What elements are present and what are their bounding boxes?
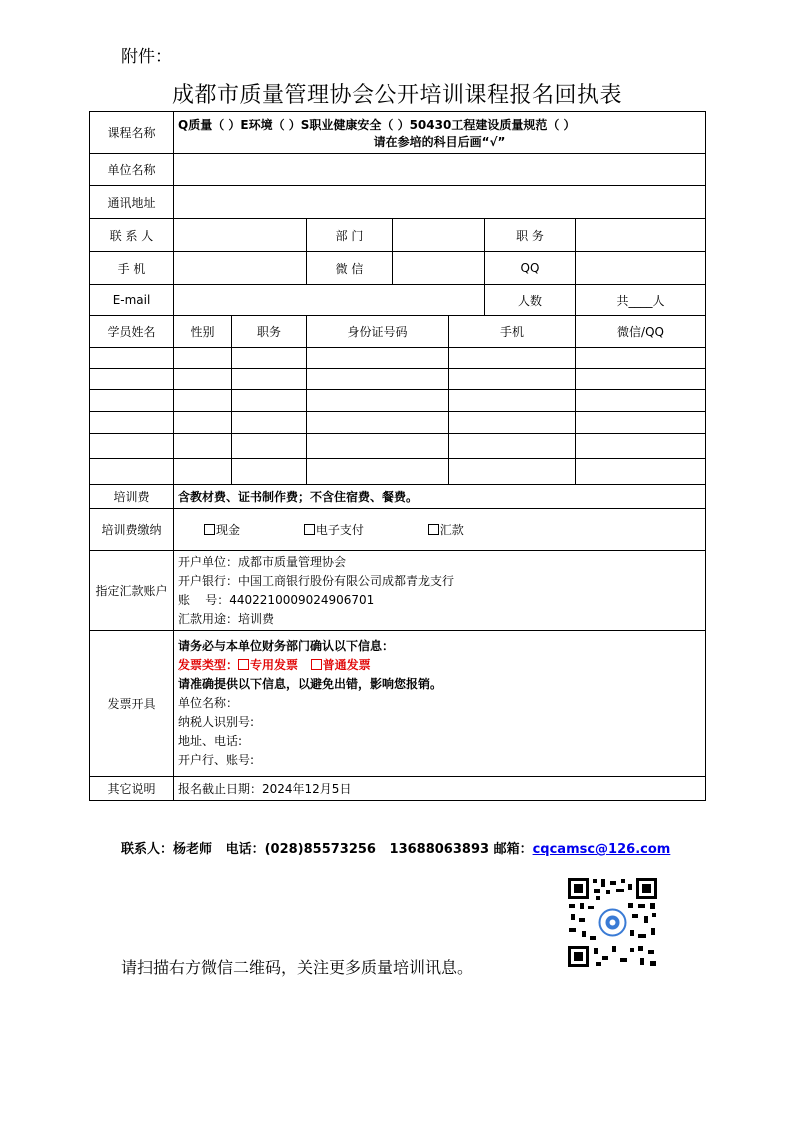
email-link[interactable]: cqcamsc@126.com	[532, 842, 671, 857]
payment-option-label: 汇款	[439, 523, 464, 537]
student-mobile-cell[interactable]	[449, 434, 576, 459]
student-gender-cell[interactable]	[174, 390, 232, 412]
dept-label: 部 门	[307, 219, 393, 252]
student-gender-cell[interactable]	[174, 412, 232, 434]
student-mobile-cell[interactable]	[449, 369, 576, 390]
checkbox-icon[interactable]	[204, 524, 215, 535]
contact-label: 联 系 人	[90, 219, 174, 252]
invoice-type-label: 发票类型：	[178, 658, 239, 672]
invoice-field-unit[interactable]: 单位名称：	[178, 696, 239, 710]
payment-options	[174, 509, 706, 551]
email-field[interactable]	[174, 285, 485, 316]
course-options: Q质量（ ）E环境（ ）S职业健康安全（ ）50430工程建设质量规范（ ）	[178, 117, 576, 132]
course-hint: 请在参培的科目后画“√”	[373, 134, 506, 149]
address-field[interactable]	[174, 186, 706, 219]
student-wechat-cell[interactable]	[576, 390, 706, 412]
student-gender-cell[interactable]	[174, 434, 232, 459]
account-info	[174, 551, 706, 631]
checkbox-icon[interactable]	[311, 659, 322, 670]
student-col-gender: 性别	[174, 316, 232, 348]
checkbox-icon[interactable]	[428, 524, 439, 535]
registration-form	[89, 111, 706, 801]
table-row	[90, 459, 706, 485]
student-col-mobile: 手机	[449, 316, 576, 348]
student-wechat-cell[interactable]	[576, 369, 706, 390]
unit-label: 单位名称	[90, 154, 174, 186]
student-gender-cell[interactable]	[174, 369, 232, 390]
count-label: 人数	[485, 285, 576, 316]
student-id-cell[interactable]	[307, 412, 449, 434]
student-mobile-cell[interactable]	[449, 459, 576, 485]
student-id-cell[interactable]	[307, 434, 449, 459]
student-name-cell[interactable]	[90, 369, 174, 390]
payment-option-label: 现金	[216, 523, 241, 537]
table-row	[90, 434, 706, 459]
fee-label: 培训费	[90, 485, 174, 509]
address-label: 通讯地址	[90, 186, 174, 219]
student-col-position: 职务	[232, 316, 307, 348]
wechat-qr-code	[566, 876, 659, 969]
table-row	[90, 390, 706, 412]
student-id-cell[interactable]	[307, 348, 449, 369]
student-name-cell[interactable]	[90, 412, 174, 434]
checkbox-icon[interactable]	[304, 524, 315, 535]
count-field[interactable]: 共____人	[576, 285, 706, 316]
position-field[interactable]	[576, 219, 706, 252]
contact-field[interactable]	[174, 219, 307, 252]
invoice-field-taxid[interactable]: 纳税人识别号:	[178, 715, 255, 729]
invoice-type-special: 专用发票	[250, 658, 299, 672]
page-title: 成都市质量管理协会公开培训课程报名回执表	[171, 83, 622, 108]
invoice-type-normal: 普通发票	[322, 658, 371, 672]
student-col-name: 学员姓名	[90, 316, 174, 348]
account-holder: 开户单位：成都市质量管理协会	[178, 554, 347, 569]
course-cell[interactable]	[174, 112, 706, 154]
contact-line	[121, 838, 670, 857]
student-name-cell[interactable]	[90, 348, 174, 369]
dept-field[interactable]	[393, 219, 485, 252]
student-wechat-cell[interactable]	[576, 434, 706, 459]
student-id-cell[interactable]	[307, 369, 449, 390]
other-label: 其它说明	[90, 777, 174, 801]
invoice-info	[174, 631, 706, 777]
student-position-cell[interactable]	[232, 434, 307, 459]
student-position-cell[interactable]	[232, 348, 307, 369]
mobile-field[interactable]	[174, 252, 307, 285]
account-bank: 开户银行：中国工商银行股份有限公司成都青龙支行	[178, 573, 455, 588]
table-row	[90, 348, 706, 369]
account-label: 指定汇款账户	[90, 551, 174, 631]
student-name-cell[interactable]	[90, 434, 174, 459]
invoice-field-bank[interactable]: 开户行、账号:	[178, 753, 255, 767]
student-wechat-cell[interactable]	[576, 459, 706, 485]
student-gender-cell[interactable]	[174, 348, 232, 369]
unit-field[interactable]	[174, 154, 706, 186]
student-mobile-cell[interactable]	[449, 412, 576, 434]
qq-field[interactable]	[576, 252, 706, 285]
invoice-label: 发票开具	[90, 631, 174, 777]
contact-text: 联系人：杨老师 电话：(028)85573256 13688063893 邮箱：	[121, 842, 533, 857]
student-name-cell[interactable]	[90, 390, 174, 412]
payment-option-label: 电子支付	[315, 523, 364, 537]
student-name-cell[interactable]	[90, 459, 174, 485]
checkbox-icon[interactable]	[238, 659, 249, 670]
student-position-cell[interactable]	[232, 390, 307, 412]
invoice-type	[178, 656, 701, 675]
mobile-label: 手 机	[90, 252, 174, 285]
invoice-notice: 请务必与本单位财务部门确认以下信息：	[178, 639, 395, 653]
scan-hint: 请扫描右方微信二维码，关注更多质量培训讯息。	[121, 958, 474, 977]
fee-value: 含教材费、证书制作费；不含住宿费、餐费。	[174, 485, 706, 509]
student-col-id: 身份证号码	[307, 316, 449, 348]
student-wechat-cell[interactable]	[576, 412, 706, 434]
student-mobile-cell[interactable]	[449, 348, 576, 369]
student-position-cell[interactable]	[232, 369, 307, 390]
course-label: 课程名称	[90, 112, 174, 154]
student-wechat-cell[interactable]	[576, 348, 706, 369]
account-purpose: 汇款用途：培训费	[178, 611, 275, 626]
payment-label: 培训费缴纳	[90, 509, 174, 551]
invoice-accuracy-note: 请准确提供以下信息，以避免出错，影响您报销。	[178, 677, 443, 691]
position-label: 职 务	[485, 219, 576, 252]
other-value: 报名截止日期：2024年12月5日	[174, 777, 706, 801]
student-col-wechat: 微信/QQ	[576, 316, 706, 348]
student-position-cell[interactable]	[232, 459, 307, 485]
student-id-cell[interactable]	[307, 459, 449, 485]
payment-option-transfer[interactable]	[428, 521, 464, 538]
student-gender-cell[interactable]	[174, 459, 232, 485]
student-position-cell[interactable]	[232, 412, 307, 434]
table-row	[90, 412, 706, 434]
wechat-field[interactable]	[393, 252, 485, 285]
attachment-label: 附件：	[121, 47, 172, 67]
payment-option-cash[interactable]	[204, 521, 240, 538]
student-mobile-cell[interactable]	[449, 390, 576, 412]
account-number: 账 号：4402210009024906701	[178, 592, 375, 607]
table-row	[90, 369, 706, 390]
payment-option-electronic[interactable]	[304, 521, 364, 538]
invoice-field-address[interactable]: 地址、电话:	[178, 734, 243, 748]
student-id-cell[interactable]	[307, 390, 449, 412]
wechat-label: 微 信	[307, 252, 393, 285]
email-label: E-mail	[90, 285, 174, 316]
qq-label: QQ	[485, 252, 576, 285]
